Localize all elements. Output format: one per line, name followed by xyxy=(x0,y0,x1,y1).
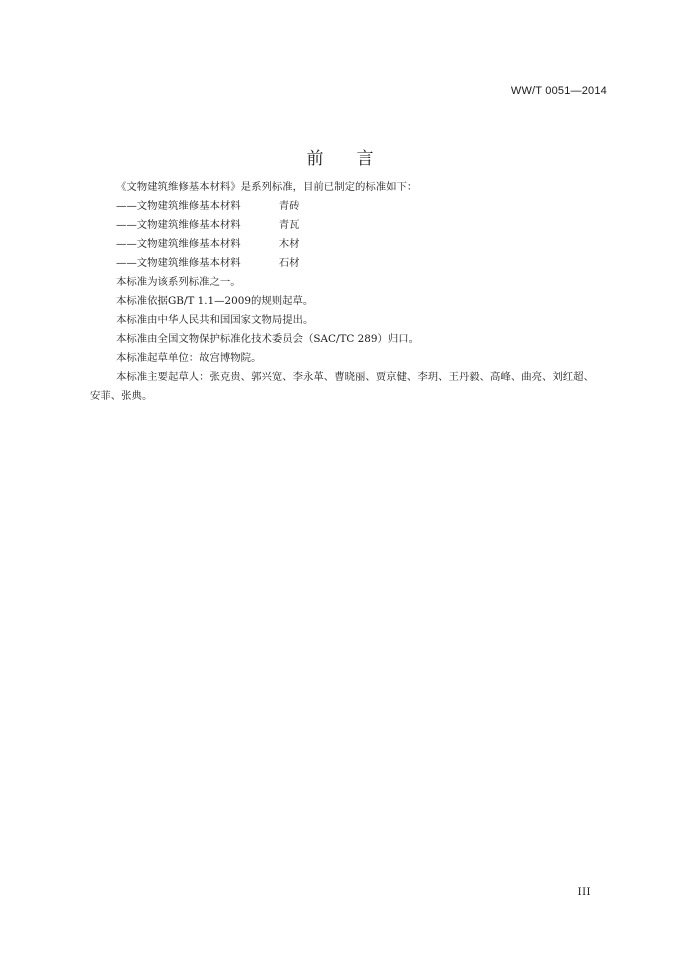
list-item xyxy=(90,216,604,235)
administrator-paragraph: 本标准由全国文物保护标准化技术委员会（SAC/TC 289）归口。 xyxy=(116,333,420,345)
drafting-unit-paragraph: 本标准起草单位：故宫博物院。 xyxy=(116,352,262,364)
list-item-prefix: ——文物建筑维修基本材料 xyxy=(116,219,241,231)
proposer-paragraph: 本标准由中华人民共和国国家文物局提出。 xyxy=(116,314,314,326)
list-item xyxy=(90,197,604,216)
list-item xyxy=(90,235,604,254)
page-title xyxy=(0,144,681,169)
list-item-prefix: ——文物建筑维修基本材料 xyxy=(116,257,241,269)
list-item-prefix: ——文物建筑维修基本材料 xyxy=(116,200,241,212)
foreword-body xyxy=(90,178,604,406)
list-item-prefix: ——文物建筑维修基本材料 xyxy=(116,238,241,250)
list-item-label: 青瓦 xyxy=(278,219,300,231)
list-item-label: 青砖 xyxy=(278,200,300,212)
basis-paragraph: 本标准依据GB/T 1.1—2009的规则起草。 xyxy=(116,295,314,307)
list-item xyxy=(90,254,604,273)
standard-code: WW/T 0051—2014 xyxy=(510,85,607,97)
title-char-1: 前 xyxy=(306,149,325,169)
list-item-label: 石材 xyxy=(278,257,300,269)
title-char-2: 言 xyxy=(356,149,375,169)
drafters-paragraph: 本标准主要起草人：张克贵、郭兴宽、李永革、曹晓丽、贾京健、李玥、王丹毅、高峰、曲亮、刘红超、安菲、张典。 xyxy=(90,371,594,402)
list-item-label: 木材 xyxy=(278,238,300,250)
page-number: III xyxy=(577,887,591,898)
series-note-paragraph: 本标准为该系列标准之一。 xyxy=(116,276,241,288)
intro-paragraph: 《文物建筑维修基本材料》是系列标准，目前已制定的标准如下： xyxy=(116,181,418,193)
